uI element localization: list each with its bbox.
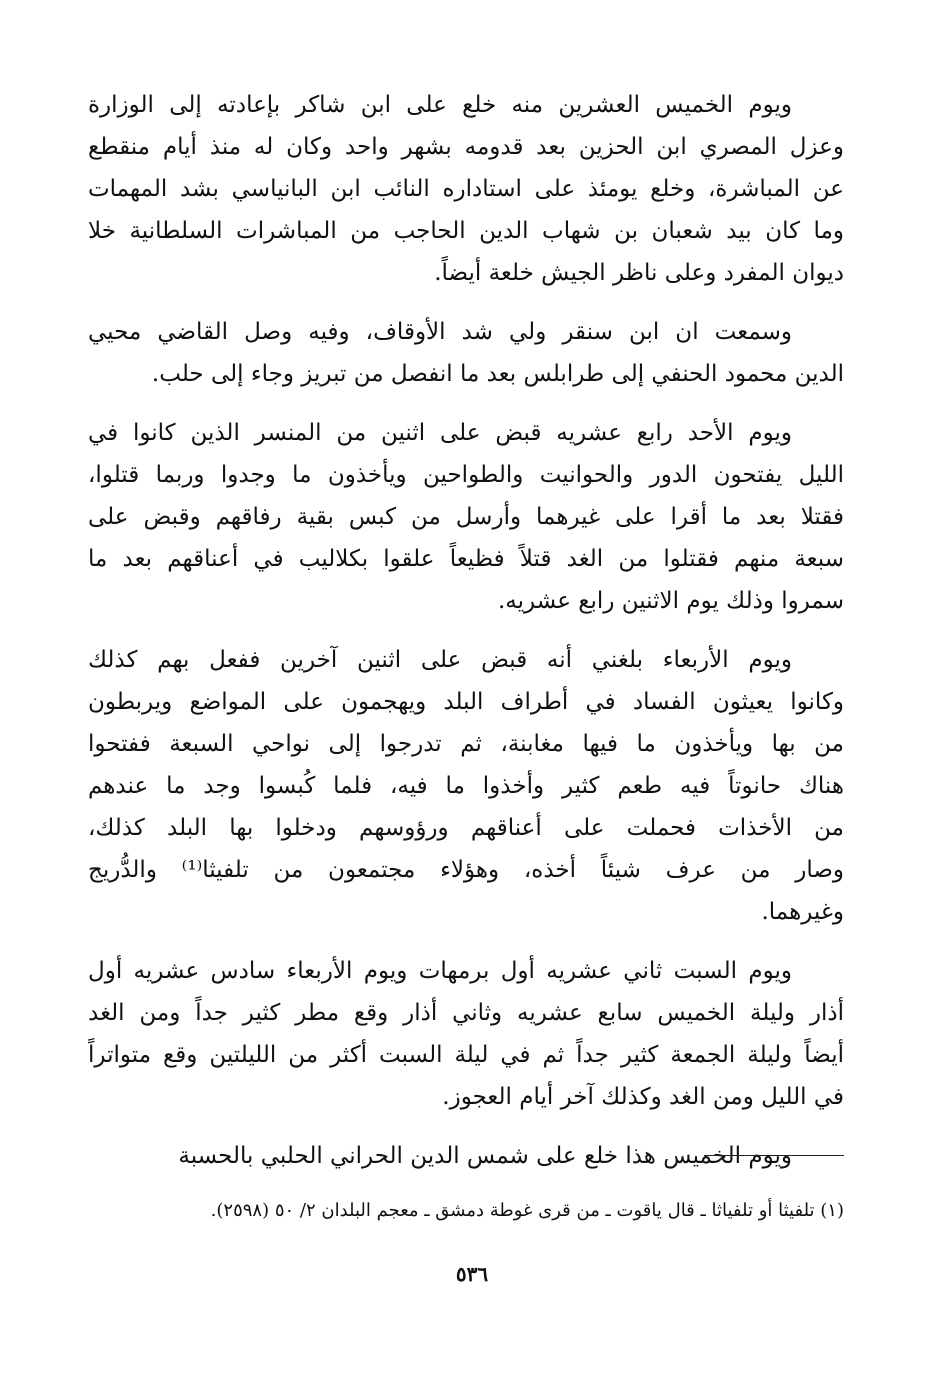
- text-line: الليل يفتحون الدور والحوانيت والطواحين ويأخذون ما وجدوا وربما قتلوا،: [88, 462, 844, 488]
- text-line: ويوم الخميس هذا خلع على شمس الدين الحراني الحلبي بالحسبة: [178, 1143, 792, 1169]
- text-line: ويوم السبت ثاني عشريه أول برمهات ويوم الأربعاء سادس عشريه أول: [88, 958, 792, 984]
- main-text: [88, 84, 844, 1194]
- text-line: ديوان المفرد وعلى ناظر الجيش خلعة أيضاً.: [434, 260, 844, 286]
- text-line: وكانوا يعيثون الفساد في أطراف البلد ويهجمون على المواضع ويربطون: [88, 689, 844, 715]
- text-line: سمروا وذلك يوم الاثنين رابع عشريه.: [498, 588, 844, 614]
- paragraph: [88, 412, 844, 622]
- text-line: وما كان بيد شعبان بن شهاب الدين الحاجب من المباشرات السلطانية خلا: [88, 218, 844, 244]
- text-line: هناك حانوتاً فيه طعم كثير وأخذوا ما فيه، فلما كُبسوا وجد ما عندهم: [88, 773, 844, 799]
- text-line: وعزل المصري ابن الحزين بعد قدومه بشهر واحد وكان له منذ أيام منقطع: [88, 134, 844, 160]
- text-line: في الليل ومن الغد وكذلك آخر أيام العجوز.: [442, 1084, 844, 1110]
- paragraph: [88, 1135, 844, 1177]
- page-number: ٥٣٦: [455, 1262, 489, 1286]
- text-line: وغيرهما.: [761, 899, 844, 925]
- text-line: الدين محمود الحنفي إلى طرابلس بعد ما انفصل من تبريز وجاء إلى حلب.: [151, 361, 844, 387]
- paragraph: [88, 84, 844, 294]
- text-line: ويوم الخميس العشرين منه خلع على ابن شاكر بإعادته إلى الوزارة: [88, 92, 792, 118]
- text-line: أيضاً وليلة الجمعة كثير جداً ثم في ليلة السبت أكثر من الليلتين وقع متواتراً: [88, 1042, 844, 1068]
- text-line: من بها ويأخذون ما فيها مغابنة، ثم تدرجوا إلى نواحي السبعة ففتحوا: [88, 731, 844, 757]
- text-line: من الأخذات فحملت على أعناقهم ورؤوسهم ودخلوا بها البلد كذلك،: [88, 815, 844, 841]
- text-line: ويوم الأحد رابع عشريه قبض على اثنين من المنسر الذين كانوا في: [88, 420, 792, 446]
- paragraph: [88, 950, 844, 1118]
- footnote: (١) تلفيثا أو تلفياثا ـ قال ياقوت ـ من قرى غوطة دمشق ـ معجم البلدان ٢/ ٥٠ (٢٥٩٨).: [210, 1200, 844, 1221]
- text-line: ويوم الأربعاء بلغني أنه قبض على اثنين آخرين ففعل بهم كذلك: [88, 647, 792, 673]
- paragraph: [88, 311, 844, 395]
- text-line: عن المباشرة، وخلع يومئذ على استاداره النائب ابن البانياسي بشد المهمات: [88, 176, 844, 202]
- text-line: وصار من عرف شيئاً أخذه، وهؤلاء مجتمعون من تلفيثا⁽¹⁾ والدُّريج: [88, 857, 844, 883]
- text-line: فقتلا بعد ما أقرا على غيرهما وأرسل من كبس بقية رفاقهم وقبض على: [88, 504, 844, 530]
- text-line: وسمعت ان ابن سنقر ولي شد الأوقاف، وفيه وصل القاضي محيي: [88, 319, 792, 345]
- text-line: سبعة منهم فقتلوا من الغد قتلاً فظيعاً علقوا بكلاليب في أعناقهم بعد ما: [88, 546, 844, 572]
- paragraph: [88, 639, 844, 933]
- text-line: أذار وليلة الخميس سابع عشريه وثاني أذار وقع مطر كثير جداً ومن الغد: [88, 1000, 844, 1026]
